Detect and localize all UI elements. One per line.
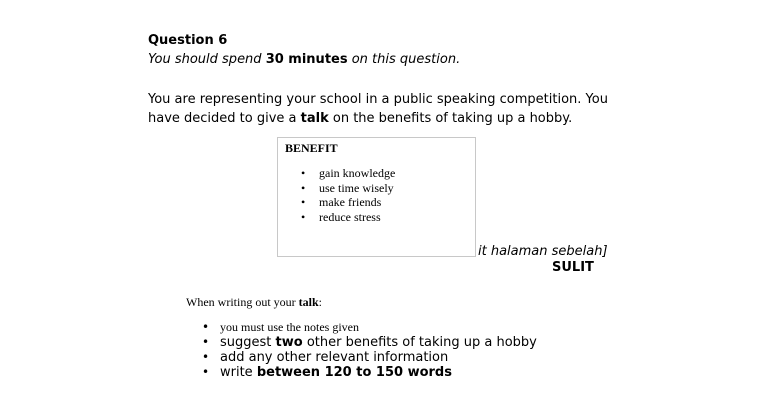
req-bold: between 120 to 150 words	[256, 365, 452, 380]
instruction-pre: You should spend	[148, 52, 266, 67]
turn-page-note	[478, 244, 608, 260]
list-item	[186, 350, 537, 365]
list-item: • use time wisely	[278, 181, 395, 196]
list-item	[186, 320, 537, 335]
req-text: add any other relevant information	[220, 350, 449, 365]
list-item: • reduce stress	[278, 210, 395, 225]
req-text: other benefits of taking up a hobby	[302, 335, 537, 350]
instruction-post: on this question.	[347, 52, 461, 67]
instruction-time: 30 minutes	[265, 52, 348, 67]
prompt-post: on the benefits of taking up a hobby.	[328, 111, 573, 126]
time-instruction	[148, 50, 460, 69]
task-prompt	[148, 90, 608, 128]
benefit-notes-box	[277, 137, 476, 257]
req-text: suggest	[220, 335, 276, 350]
intro-bold: talk	[298, 295, 319, 309]
question-title: Question 6	[148, 33, 228, 48]
list-item	[186, 335, 537, 350]
req-text: write	[220, 365, 257, 380]
intro-post: :	[318, 295, 323, 309]
benefit-list	[278, 166, 395, 224]
requirements-list	[186, 320, 537, 380]
prompt-pre: You are representing your school in a public speaking competition. You have decided to give a	[148, 92, 608, 126]
classification-label: SULIT	[552, 260, 594, 275]
turn-page-text: it halaman sebelah]	[478, 244, 608, 259]
benefit-title: BENEFIT	[285, 141, 338, 155]
intro-pre: When writing out your	[186, 295, 299, 309]
req-text: you must use the notes given	[220, 320, 359, 334]
req-bold: two	[275, 335, 303, 350]
writing-intro	[186, 294, 322, 310]
list-item	[186, 365, 537, 380]
list-item: • gain knowledge	[278, 166, 395, 181]
prompt-bold: talk	[300, 111, 329, 126]
list-item: • make friends	[278, 195, 395, 210]
